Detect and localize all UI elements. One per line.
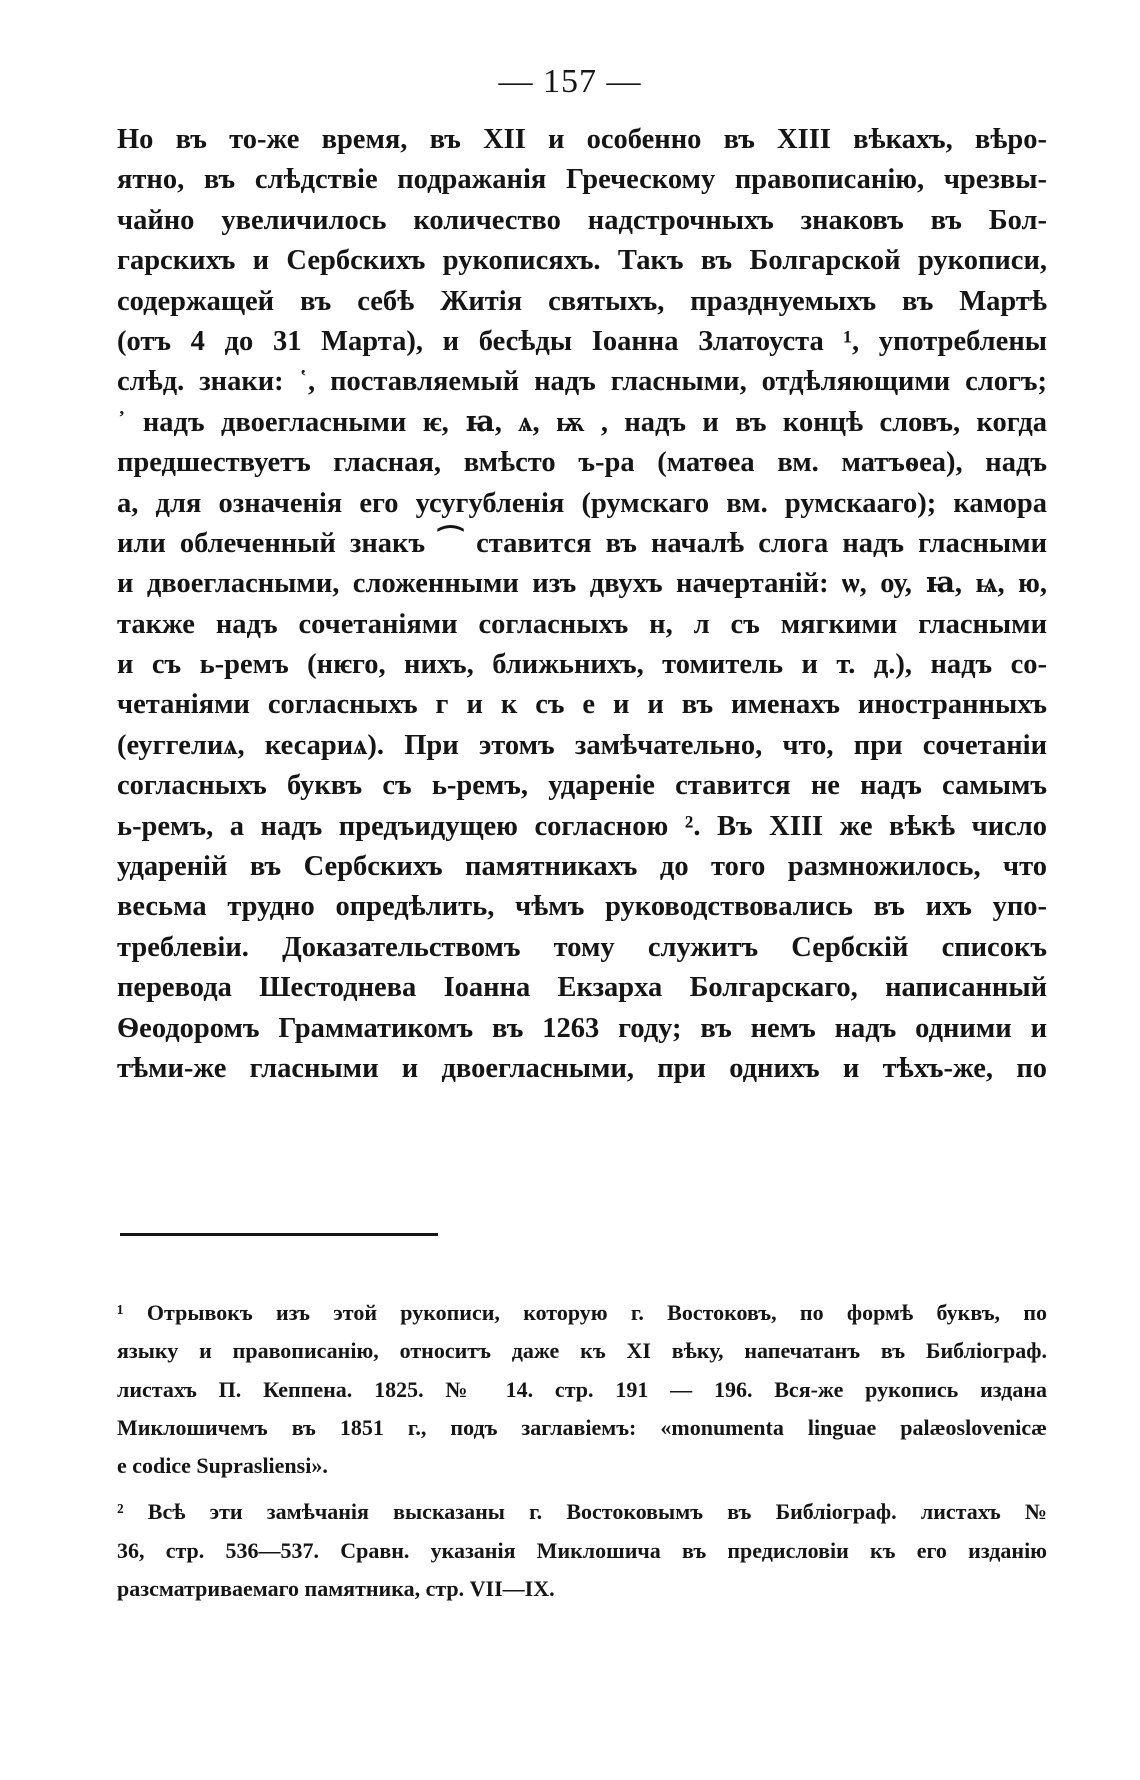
text-line: и двоегласными, сложенными изъ двухъ начертаній: ѡ, оу, ꙗ, ѩ, ю,: [117, 568, 1047, 600]
footnote-line: ² Всѣ эти замѣчанія высказаны г. Востоковымъ въ Библіограф. листахъ №: [117, 1499, 1047, 1525]
text-line: или облеченный знакъ ⁀ ставится въ началѣ слога надъ гласными: [117, 527, 1047, 559]
footnote-2: [117, 1493, 1047, 1608]
text-line: Но въ то-же время, въ XII и особенно въ XIII вѣкахъ, вѣро-: [117, 124, 1047, 155]
text-line: и съ ь-ремъ (нѥго, нихъ, ближьнихъ, томитель и т. д.), надъ со-: [117, 649, 1047, 681]
text-line: слѣд. знаки: ῾, поставляемый надъ гласными, отдѣляющими слогъ;: [117, 366, 1047, 398]
footnote-line: e codice Suprasliensi».: [117, 1453, 328, 1479]
text-line: согласныхъ буквъ съ ь-ремъ, удареніе ставится не надъ самымъ: [117, 770, 1047, 802]
text-line: удареній въ Сербскихъ памятникахъ до того размножилось, что: [117, 851, 1047, 883]
text-line: гарскихъ и Сербскихъ рукописяхъ. Такъ въ Болгарской рукописи,: [117, 245, 1047, 277]
text-line: тѣми-же гласными и двоегласными, при однихъ и тѣхъ-же, по: [117, 1052, 1047, 1084]
text-line: а, для означенія его усугубленія (румскаго вм. румскааго); камора: [117, 487, 1047, 519]
footnote-1: [117, 1294, 1047, 1485]
page-number: — 157 —: [498, 63, 642, 100]
footnote-line: листахъ П. Кеппена. 1825. № 14. стр. 191 — 196. Вся-же рукопись издана: [117, 1376, 1047, 1402]
footnote-line: Миклошичемъ въ 1851 г., подъ заглавіемъ: «monumenta linguae palæoslovenicæ: [117, 1414, 1047, 1440]
text-line: ᾿ надъ двоегласными ѥ, ꙗ, ѧ, ѭ , надъ и въ концѣ словъ, когда: [117, 406, 1047, 438]
footnotes-block: [117, 1294, 1047, 1608]
main-text-block: [117, 120, 1047, 1089]
text-line: ятно, въ слѣдствіе подражанія Греческому правописанію, чрезвы-: [117, 164, 1047, 196]
footnote-line: разсматриваемаго памятника, стр. VII—IX.: [117, 1576, 555, 1602]
text-line: (отъ 4 до 31 Марта), и бесѣды Іоанна Златоуста ¹, употреблены: [117, 325, 1047, 357]
text-line: перевода Шестоднева Іоанна Екзарха Болгарскаго, написанный: [117, 972, 1047, 1004]
text-line: ь-ремъ, а надъ предъидущею согласною ². Въ XIII же вѣкѣ число: [117, 810, 1047, 842]
footnote-line: ¹ Отрывокъ изъ этой рукописи, которую г. Востоковъ, по формѣ буквъ, по: [117, 1300, 1047, 1325]
footnote-divider: [120, 1233, 438, 1236]
text-line: содержащей въ себѣ Житія святыхъ, празднуемыхъ въ Мартѣ: [117, 285, 1047, 317]
text-line: (еуггелиѧ, кесариѧ). При этомъ замѣчательно, что, при сочетаніи: [117, 729, 1047, 761]
text-line: весьма трудно опредѣлить, чѣмъ руководствовались въ ихъ упо-: [117, 891, 1047, 923]
footnote-gap: [117, 1485, 1047, 1493]
text-line: предшествуетъ гласная, вмѣсто ъ-ра (матѳеа вм. матъѳеа), надъ: [117, 447, 1047, 479]
text-line: чайно увеличилось количество надстрочныхъ знаковъ въ Бол-: [117, 204, 1047, 236]
footnote-line: 36, стр. 536—537. Сравн. указанія Миклошича въ предисловіи къ его изданію: [117, 1537, 1047, 1563]
text-line: треблевіи. Доказательствомъ тому служитъ Сербскій списокъ: [117, 931, 1047, 963]
text-line: также надъ сочетаніями согласныхъ н, л съ мягкими гласными: [117, 608, 1047, 640]
text-line: Ѳеодоромъ Грамматикомъ въ 1263 году; въ немъ надъ одними и: [117, 1012, 1047, 1044]
footnote-line: языку и правописанію, относитъ даже къ XI вѣку, напечатанъ въ Библіограф.: [117, 1338, 1047, 1364]
text-line: четаніями согласныхъ г и к съ е и и въ именахъ иностранныхъ: [117, 689, 1047, 721]
